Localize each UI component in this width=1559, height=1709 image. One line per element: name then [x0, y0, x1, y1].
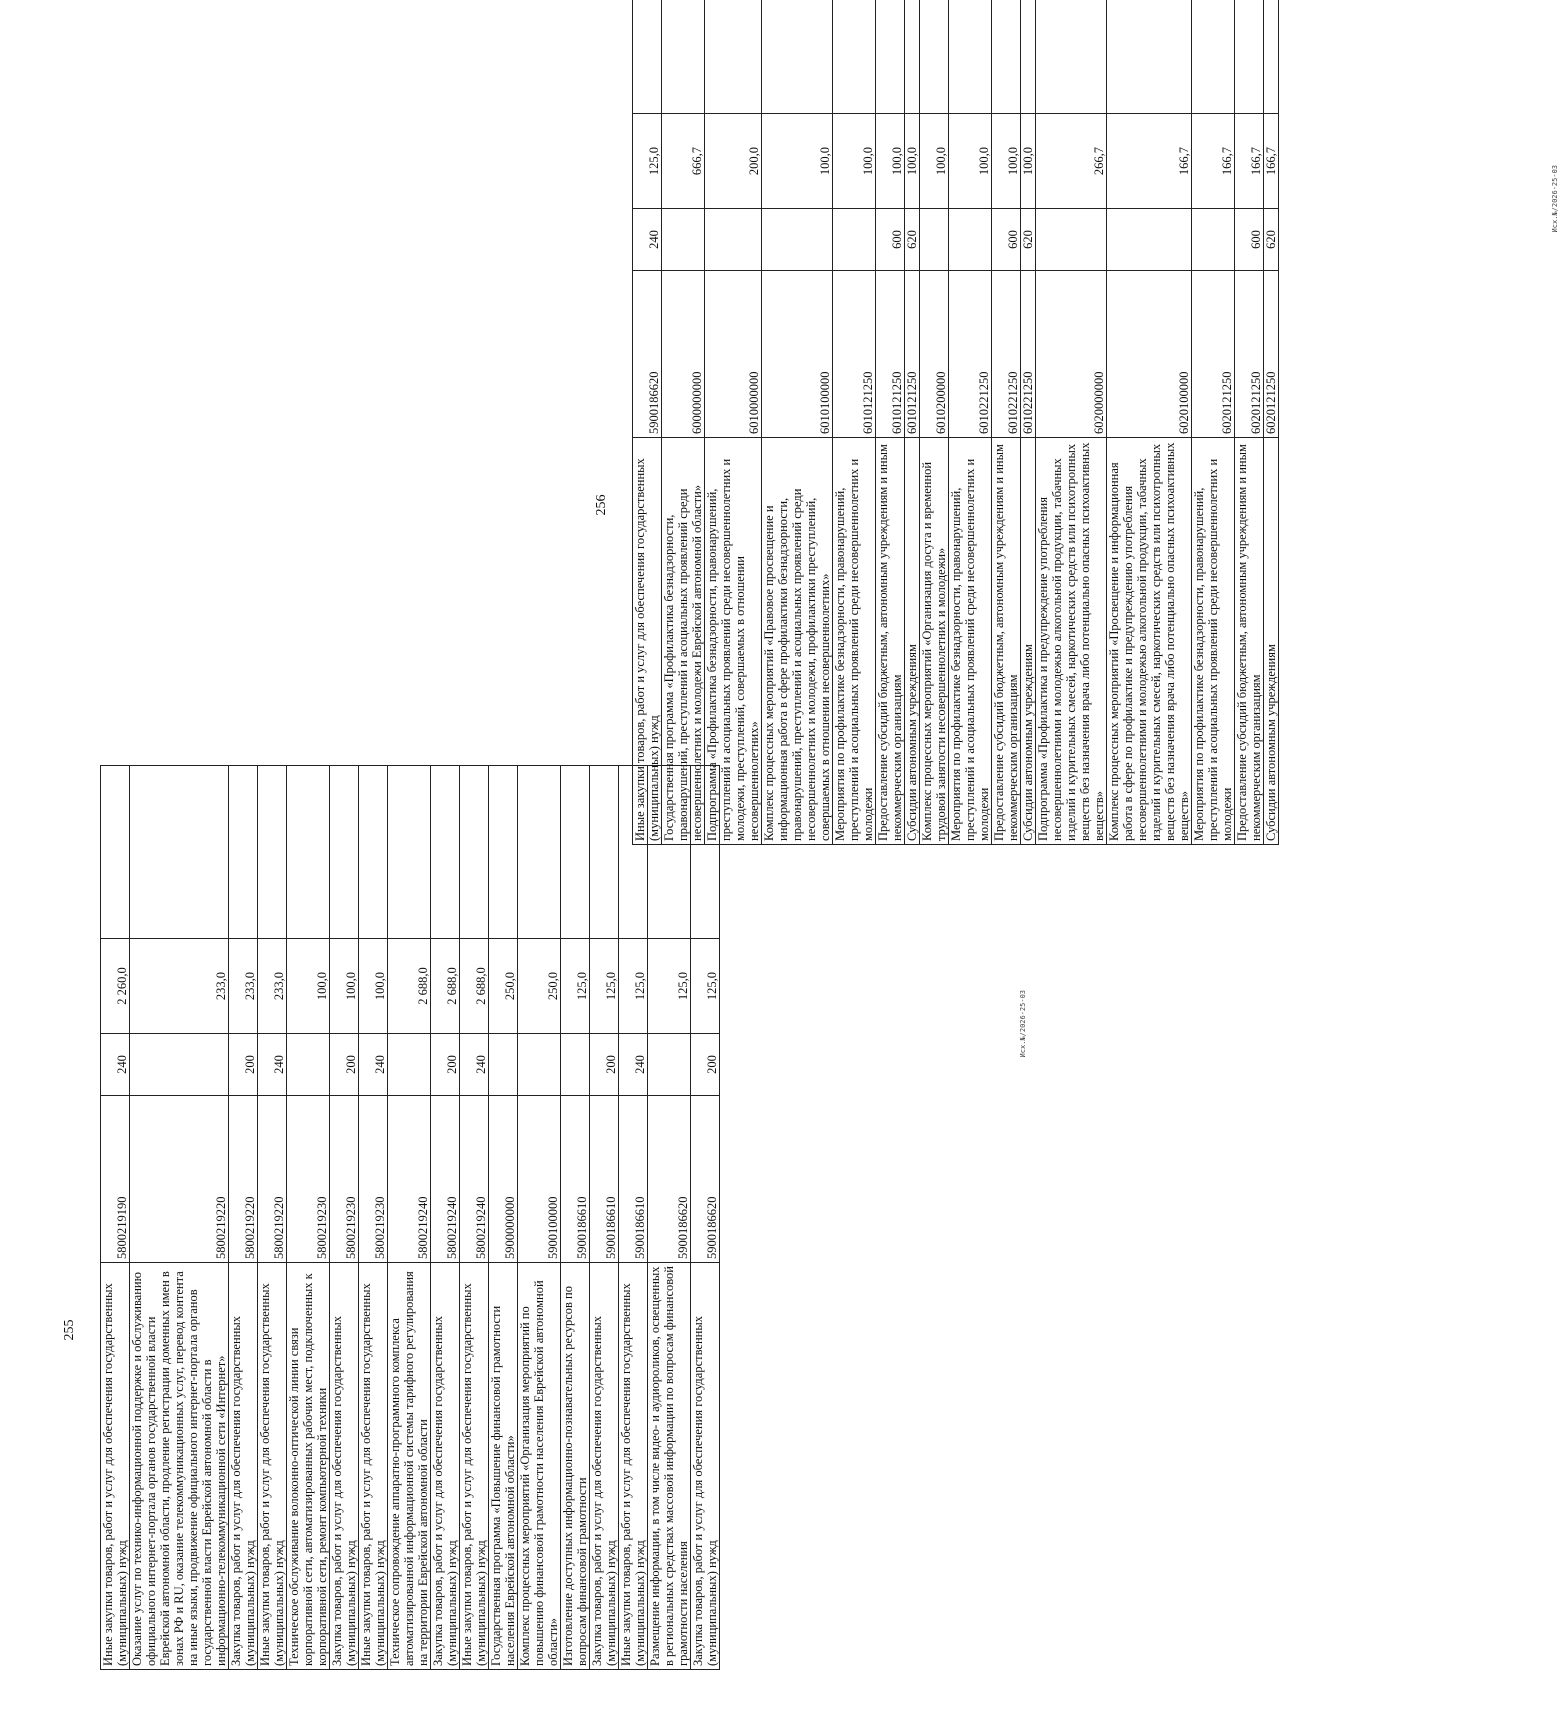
- amount-cell: 100,0: [992, 114, 1021, 209]
- amount-cell: 100,0: [330, 939, 359, 1034]
- table-row: [1036, 0, 1107, 845]
- amount-cell: 125,0: [648, 939, 691, 1034]
- row-name-cell: Мероприятия по профилактике безнадзорности, правонарушений, преступлений и асоциальных проявлений среди несовершеннолетних и молодежи: [833, 438, 876, 845]
- expense-type-cell: [489, 1034, 518, 1096]
- amount-cell: 100,0: [920, 114, 949, 209]
- amount-cell: 666,7: [662, 114, 705, 209]
- amount-cell: 100,0: [1021, 114, 1036, 209]
- blank-cell: [1107, 0, 1192, 114]
- blank-cell: [489, 766, 518, 939]
- row-name-cell: Предоставление субсидий бюджетным, автономным учреждениям и иным некоммерческим организациям: [1235, 438, 1264, 845]
- blank-cell: [1264, 0, 1279, 114]
- expense-type-cell: 600: [992, 209, 1021, 271]
- table-row: [330, 766, 359, 1670]
- expense-type-cell: [833, 209, 876, 271]
- row-name-cell: Иные закупки товаров, работ и услуг для обеспечения государственных (муниципальных) нужд: [460, 1263, 489, 1670]
- page-256: [594, 146, 1559, 845]
- target-code-cell: 5900186610: [590, 1096, 619, 1263]
- blank-cell: [561, 766, 590, 939]
- blank-cell: [833, 0, 876, 114]
- target-code-cell: 6020100000: [1107, 271, 1192, 438]
- blank-cell: [287, 766, 330, 939]
- blank-cell: [1235, 0, 1264, 114]
- table-row: [705, 0, 762, 845]
- expense-type-cell: 240: [460, 1034, 489, 1096]
- table-row: [662, 0, 705, 845]
- table-row: [905, 0, 920, 845]
- target-code-cell: 6010121250: [876, 271, 905, 438]
- row-name-cell: Комплекс процессных мероприятий «Просвещение и информационная работа в сфере по профилактике и предупреждению употребления несовершеннолетними и молодежью алкогольной продукции, табачных изделий и курительных смесей, наркотических средств или психотропных веществ без назначения врача либо потенциально опасных психоактивных веществ»: [1107, 438, 1192, 845]
- blank-cell: [330, 766, 359, 939]
- target-code-cell: 6010121250: [833, 271, 876, 438]
- amount-cell: 125,0: [633, 114, 662, 209]
- target-code-cell: 5800219190: [101, 1096, 130, 1263]
- row-name-cell: Иные закупки товаров, работ и услуг для обеспечения государственных (муниципальных) нужд: [633, 438, 662, 845]
- expense-type-cell: 200: [431, 1034, 460, 1096]
- target-code-cell: 5900186610: [619, 1096, 648, 1263]
- row-name-cell: Размещение информации, в том числе видео- и аудиороликов, освещенных в региональных средствах массовой информации по вопросам финансовой грамотности населения: [648, 1263, 691, 1670]
- expense-type-cell: [130, 1034, 229, 1096]
- table-row: [1192, 0, 1235, 845]
- table-row: [258, 766, 287, 1670]
- row-name-cell: Субсидии автономным учреждениям: [905, 438, 920, 845]
- amount-cell: 125,0: [619, 939, 648, 1034]
- blank-cell: [762, 0, 833, 114]
- table-row: [876, 0, 905, 845]
- page-number: 256: [594, 494, 609, 516]
- blank-cell: [359, 766, 388, 939]
- row-name-cell: Закупка товаров, работ и услуг для обеспечения государственных (муниципальных) нужд: [590, 1263, 619, 1670]
- row-name-cell: Иные закупки товаров, работ и услуг для обеспечения государственных (муниципальных) нужд: [258, 1263, 287, 1670]
- target-code-cell: 5800219230: [359, 1096, 388, 1263]
- amount-cell: 2 688,0: [431, 939, 460, 1034]
- blank-cell: [920, 0, 949, 114]
- blank-cell: [1021, 0, 1036, 114]
- expense-type-cell: [662, 209, 705, 271]
- amount-cell: 2 688,0: [388, 939, 431, 1034]
- expense-type-cell: 240: [101, 1034, 130, 1096]
- row-name-cell: Предоставление субсидий бюджетным, автономным учреждениям и иным некоммерческим организациям: [992, 438, 1021, 845]
- amount-cell: 266,7: [1036, 114, 1107, 209]
- row-name-cell: Техническое сопровождение аппаратно-программного комплекса автоматизированной информационной системы тарифного регулирования на территории Еврейской автономной области: [388, 1263, 431, 1670]
- target-code-cell: 5900186610: [561, 1096, 590, 1263]
- expense-type-cell: 600: [1235, 209, 1264, 271]
- table-row: [648, 766, 691, 1670]
- target-code-cell: 6010221250: [1021, 271, 1036, 438]
- blank-cell: [992, 0, 1021, 114]
- blank-cell: [229, 766, 258, 939]
- table-row: [359, 766, 388, 1670]
- amount-cell: 2 688,0: [460, 939, 489, 1034]
- target-code-cell: 6020000000: [1036, 271, 1107, 438]
- row-name-cell: Иные закупки товаров, работ и услуг для обеспечения государственных (муниципальных) нужд: [619, 1263, 648, 1670]
- amount-cell: 233,0: [229, 939, 258, 1034]
- amount-cell: 2 260,0: [101, 939, 130, 1034]
- expense-type-cell: 200: [330, 1034, 359, 1096]
- target-code-cell: 6020121250: [1235, 271, 1264, 438]
- page-footer: Исх.№/2026-25-03: [1551, 165, 1559, 233]
- expense-type-cell: 240: [633, 209, 662, 271]
- table-row: [518, 766, 561, 1670]
- amount-cell: 125,0: [561, 939, 590, 1034]
- expense-type-cell: 600: [876, 209, 905, 271]
- page-footer: Исх.№/2026-25-03: [1019, 990, 1027, 1058]
- budget-table: [100, 765, 720, 1670]
- target-code-cell: 6010200000: [920, 271, 949, 438]
- table-row: [561, 766, 590, 1670]
- amount-cell: 250,0: [518, 939, 561, 1034]
- table-row: [633, 0, 662, 845]
- expense-type-cell: [705, 209, 762, 271]
- amount-cell: 100,0: [949, 114, 992, 209]
- expense-type-cell: 620: [1021, 209, 1036, 271]
- expense-type-cell: [1192, 209, 1235, 271]
- table-row: [992, 0, 1021, 845]
- expense-type-cell: [648, 1034, 691, 1096]
- expense-type-cell: 240: [619, 1034, 648, 1096]
- amount-cell: 100,0: [876, 114, 905, 209]
- target-code-cell: 5900186620: [648, 1096, 691, 1263]
- table-row: [920, 0, 949, 845]
- blank-cell: [876, 0, 905, 114]
- table-row: [590, 766, 619, 1670]
- amount-cell: 166,7: [1235, 114, 1264, 209]
- target-code-cell: 5800219230: [287, 1096, 330, 1263]
- blank-cell: [633, 0, 662, 114]
- target-code-cell: 6000000000: [662, 271, 705, 438]
- blank-cell: [705, 0, 762, 114]
- target-code-cell: 5900000000: [489, 1096, 518, 1263]
- table-row: [489, 766, 518, 1670]
- target-code-cell: 6010221250: [949, 271, 992, 438]
- budget-table: [632, 0, 1279, 845]
- target-code-cell: 5900100000: [518, 1096, 561, 1263]
- target-code-cell: 6020121250: [1264, 271, 1279, 438]
- target-code-cell: 5800219240: [431, 1096, 460, 1263]
- table-row: [287, 766, 330, 1670]
- expense-type-cell: [388, 1034, 431, 1096]
- target-code-cell: 6010221250: [992, 271, 1021, 438]
- amount-cell: 100,0: [359, 939, 388, 1034]
- blank-cell: [949, 0, 992, 114]
- amount-cell: 233,0: [130, 939, 229, 1034]
- blank-cell: [101, 766, 130, 939]
- table-row: [762, 0, 833, 845]
- expense-type-cell: 200: [229, 1034, 258, 1096]
- row-name-cell: Комплекс процессных мероприятий «Правовое просвещение и информационная работа в сфере профилактики безнадзорности, правонарушений, преступлений и асоциальных проявлений среди несовершеннолетних и молодежи, профилактики преступлений, совершаемых в отношении несовершеннолетних»: [762, 438, 833, 845]
- row-name-cell: Субсидии автономным учреждениям: [1021, 438, 1036, 845]
- row-name-cell: Закупка товаров, работ и услуг для обеспечения государственных (муниципальных) нужд: [691, 1263, 720, 1670]
- expense-type-cell: 200: [691, 1034, 720, 1096]
- target-code-cell: 6010100000: [762, 271, 833, 438]
- row-name-cell: Закупка товаров, работ и услуг для обеспечения государственных (муниципальных) нужд: [330, 1263, 359, 1670]
- row-name-cell: Подпрограмма «Профилактика безнадзорности, правонарушений, преступлений и асоциальных проявлений среди несовершеннолетних и молодежи, преступлений, совершаемых в отношении несовершеннолетних»: [705, 438, 762, 845]
- table-row: [130, 766, 229, 1670]
- blank-cell: [130, 766, 229, 939]
- target-code-cell: 5800219220: [130, 1096, 229, 1263]
- target-code-cell: 5800219240: [388, 1096, 431, 1263]
- expense-type-cell: 200: [590, 1034, 619, 1096]
- blank-cell: [905, 0, 920, 114]
- target-code-cell: 5800219220: [258, 1096, 287, 1263]
- table-row: [431, 766, 460, 1670]
- blank-cell: [1036, 0, 1107, 114]
- table-row: [1235, 0, 1264, 845]
- row-name-cell: Закупка товаров, работ и услуг для обеспечения государственных (муниципальных) нужд: [431, 1263, 460, 1670]
- row-name-cell: Государственная программа «Повышение финансовой грамотности населения Еврейской автономной области»: [489, 1263, 518, 1670]
- table-row: [949, 0, 992, 845]
- amount-cell: 100,0: [905, 114, 920, 209]
- table-row: [460, 766, 489, 1670]
- amount-cell: 100,0: [833, 114, 876, 209]
- target-code-cell: 5800219230: [330, 1096, 359, 1263]
- table-row: [833, 0, 876, 845]
- table-row: [1107, 0, 1192, 845]
- row-name-cell: Государственная программа «Профилактика безнадзорности, правонарушений, преступлений и асоциальных проявлений среди несовершеннолетних и молодежи Еврейской автономной области»: [662, 438, 705, 845]
- blank-cell: [258, 766, 287, 939]
- blank-cell: [460, 766, 489, 939]
- row-name-cell: Предоставление субсидий бюджетным, автономным учреждениям и иным некоммерческим организациям: [876, 438, 905, 845]
- row-name-cell: Изготовление доступных информационно-познавательных ресурсов по вопросам финансовой грамотности: [561, 1263, 590, 1670]
- page-255: [62, 967, 1027, 1670]
- table-row: [1264, 0, 1279, 845]
- blank-cell: [388, 766, 431, 939]
- expense-type-cell: [1107, 209, 1192, 271]
- amount-cell: 100,0: [762, 114, 833, 209]
- expense-type-cell: [518, 1034, 561, 1096]
- row-name-cell: Иные закупки товаров, работ и услуг для обеспечения государственных (муниципальных) нужд: [359, 1263, 388, 1670]
- expense-type-cell: [920, 209, 949, 271]
- blank-cell: [1192, 0, 1235, 114]
- table-row: [619, 766, 648, 1670]
- table-row: [101, 766, 130, 1670]
- amount-cell: 233,0: [258, 939, 287, 1034]
- row-name-cell: Техническое обслуживание волоконно-оптической линии связи корпоративной сети, автоматизированных рабочих мест, подключенных к корпоративной сети, ремонт компьютерной техники: [287, 1263, 330, 1670]
- amount-cell: 125,0: [590, 939, 619, 1034]
- target-code-cell: 5900186620: [633, 271, 662, 438]
- amount-cell: 125,0: [691, 939, 720, 1034]
- target-code-cell: 6010000000: [705, 271, 762, 438]
- expense-type-cell: 240: [359, 1034, 388, 1096]
- blank-cell: [662, 0, 705, 114]
- table-row: [1021, 0, 1036, 845]
- expense-type-cell: [949, 209, 992, 271]
- table-row: [691, 766, 720, 1670]
- row-name-cell: Оказание услуг по технико-информационной поддержке и обслуживанию официального интернет-портала органов государственной власти Еврейской автономной области, продление регистрации доменных имен в зонах РФ и RU, оказание телекоммуникационных услуг, перевод контента на иные языки, продвижение официального интернет-портала органов государственной власти Еврейской автономной области в информационно-телекоммуникационной сети «Интернет»: [130, 1263, 229, 1670]
- expense-type-cell: [762, 209, 833, 271]
- expense-type-cell: 620: [905, 209, 920, 271]
- row-name-cell: Закупка товаров, работ и услуг для обеспечения государственных (муниципальных) нужд: [229, 1263, 258, 1670]
- amount-cell: 200,0: [705, 114, 762, 209]
- expense-type-cell: [1036, 209, 1107, 271]
- target-code-cell: 5800219240: [460, 1096, 489, 1263]
- expense-type-cell: [287, 1034, 330, 1096]
- page-number: 255: [62, 1319, 77, 1341]
- expense-type-cell: [561, 1034, 590, 1096]
- amount-cell: 100,0: [287, 939, 330, 1034]
- row-name-cell: Мероприятия по профилактике безнадзорности, правонарушений, преступлений и асоциальных проявлений среди несовершеннолетних и молодежи: [949, 438, 992, 845]
- row-name-cell: Подпрограмма «Профилактика и предупреждение употребления несовершеннолетними и молодежью алкогольной продукции, табачных изделий и курительных смесей, наркотических средств или психотропных веществ без назначения врача либо потенциально опасных психоактивных веществ»: [1036, 438, 1107, 845]
- row-name-cell: Комплекс процессных мероприятий «Организация досуга и временной трудовой занятости несовершеннолетних и молодежи»: [920, 438, 949, 845]
- blank-cell: [518, 766, 561, 939]
- table-row: [388, 766, 431, 1670]
- target-code-cell: 6010121250: [905, 271, 920, 438]
- target-code-cell: 6020121250: [1192, 271, 1235, 438]
- row-name-cell: Субсидии автономным учреждениям: [1264, 438, 1279, 845]
- amount-cell: 166,7: [1264, 114, 1279, 209]
- table-row: [229, 766, 258, 1670]
- row-name-cell: Комплекс процессных мероприятий «Организация мероприятий по повышению финансовой грамотности населения Еврейской автономной области»: [518, 1263, 561, 1670]
- target-code-cell: 5900186620: [691, 1096, 720, 1263]
- amount-cell: 166,7: [1107, 114, 1192, 209]
- row-name-cell: Иные закупки товаров, работ и услуг для обеспечения государственных (муниципальных) нужд: [101, 1263, 130, 1670]
- blank-cell: [431, 766, 460, 939]
- expense-type-cell: 240: [258, 1034, 287, 1096]
- target-code-cell: 5800219220: [229, 1096, 258, 1263]
- amount-cell: 250,0: [489, 939, 518, 1034]
- expense-type-cell: 620: [1264, 209, 1279, 271]
- amount-cell: 166,7: [1192, 114, 1235, 209]
- row-name-cell: Мероприятия по профилактике безнадзорности, правонарушений, преступлений и асоциальных проявлений среди несовершеннолетних и молодежи: [1192, 438, 1235, 845]
